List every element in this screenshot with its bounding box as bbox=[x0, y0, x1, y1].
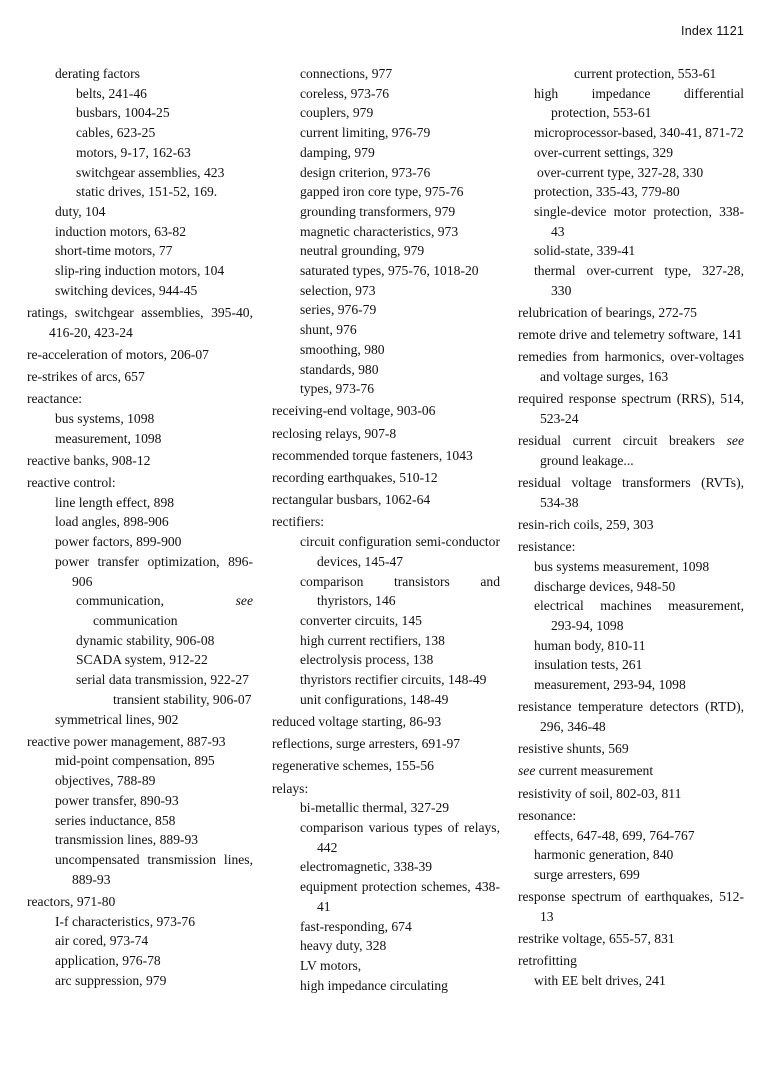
entry-text: thermal over-current type, 327-28, 330 bbox=[534, 263, 744, 298]
index-entry bbox=[27, 367, 253, 387]
entry-text: current protection, 553-61 bbox=[574, 66, 717, 81]
entry-text: effects, 647-48, 699, 764-767 bbox=[534, 827, 695, 843]
index-subentry bbox=[272, 798, 500, 818]
entry-text: SCADA system, 912-22 bbox=[76, 652, 208, 668]
index-subentry bbox=[272, 917, 500, 937]
index-subentry bbox=[272, 123, 500, 143]
entry-text: surge arresters, 699 bbox=[534, 866, 640, 882]
entry-text: derating factors bbox=[55, 66, 140, 81]
entry-text: over-current settings, 329 bbox=[534, 144, 674, 160]
index-subentry bbox=[27, 123, 253, 143]
entry-text: uncompensated transmission lines, 889-93 bbox=[55, 851, 253, 887]
entry-text: with EE belt drives, 241 bbox=[534, 972, 666, 988]
entry-text: relays: bbox=[272, 780, 309, 796]
header-section: Index bbox=[681, 24, 713, 38]
index-subentry bbox=[272, 976, 500, 996]
entry-text: magnetic characteristics, 973 bbox=[300, 223, 459, 239]
index-subentry bbox=[518, 241, 744, 261]
entry-text: duty, 104 bbox=[55, 203, 106, 219]
index-entry bbox=[27, 473, 253, 493]
entry-text: response spectrum of earthquakes, 512-13 bbox=[518, 889, 744, 924]
entry-text: connections, 977 bbox=[300, 66, 393, 81]
index-subentry bbox=[27, 493, 253, 513]
index-subentry bbox=[518, 845, 744, 865]
index-subentry bbox=[272, 572, 500, 611]
index-entry bbox=[518, 887, 744, 926]
index-entry bbox=[518, 739, 744, 759]
entry-text: measurement, 1098 bbox=[55, 430, 162, 446]
entry-text: arc suppression, 979 bbox=[55, 972, 167, 988]
entry-text: equipment protection schemes, 438-41 bbox=[300, 879, 500, 914]
entry-text: LV motors, bbox=[300, 957, 362, 973]
index-subentry bbox=[27, 931, 253, 951]
index-subentry bbox=[518, 596, 744, 635]
entry-text: reactors, 971-80 bbox=[27, 893, 116, 909]
index-entry bbox=[518, 697, 744, 736]
index-subentry bbox=[518, 123, 744, 143]
entry-text: retrofitting bbox=[518, 953, 577, 969]
entry-text: damping, 979 bbox=[300, 144, 375, 160]
index-subentry bbox=[272, 241, 500, 261]
index-subentry bbox=[27, 751, 253, 771]
entry-text: remote drive and telemetry software, 141 bbox=[518, 327, 743, 343]
entry-text: transient stability, 906-07 bbox=[113, 691, 252, 707]
index-entry bbox=[518, 303, 744, 323]
entry-text: switching devices, 944-45 bbox=[55, 282, 198, 298]
index-subentry bbox=[518, 577, 744, 597]
index-subentry bbox=[272, 690, 500, 710]
index-entry bbox=[27, 451, 253, 471]
index-subentry bbox=[27, 912, 253, 932]
entry-text: required response spectrum (RRS), 514, 523-24 bbox=[518, 391, 744, 426]
index-subentry bbox=[272, 64, 500, 84]
entry-text: application, 976-78 bbox=[55, 952, 161, 968]
index-entry bbox=[272, 446, 500, 466]
index-subentry bbox=[27, 202, 253, 222]
entry-text: bi-metallic thermal, 327-29 bbox=[300, 800, 450, 816]
entry-text: series, 976-79 bbox=[300, 302, 377, 318]
index-subentry bbox=[27, 811, 253, 831]
index-subentry bbox=[27, 771, 253, 791]
entry-text: human body, 810-11 bbox=[534, 637, 646, 653]
entry-text: microprocessor-based, 340-41, 871-72 bbox=[534, 125, 744, 141]
index-subentry bbox=[272, 936, 500, 956]
index-subentry bbox=[27, 241, 253, 261]
index-subentry bbox=[27, 409, 253, 429]
entry-text: resistivity of soil, 802-03, 811 bbox=[518, 785, 682, 801]
entry-text: remedies from harmonics, over-voltages and voltage surges, 163 bbox=[518, 349, 744, 385]
entry-text: bus systems, 1098 bbox=[55, 410, 155, 426]
index-subentry bbox=[272, 261, 500, 281]
index-subentry bbox=[27, 971, 253, 991]
index-entry bbox=[272, 734, 500, 754]
entry-text: converter circuits, 145 bbox=[300, 612, 422, 628]
index-entry bbox=[518, 537, 744, 557]
entry-text: high current rectifiers, 138 bbox=[300, 632, 445, 648]
index-subentry bbox=[518, 182, 744, 202]
entry-text: ratings, switchgear assemblies, 395-40, 416-20, 423-24 bbox=[27, 304, 253, 340]
index-subentry bbox=[272, 143, 500, 163]
index-subentry bbox=[518, 202, 744, 241]
entry-text: static drives, 151-52, 169. bbox=[76, 184, 218, 200]
entry-text: symmetrical lines, 902 bbox=[55, 711, 179, 727]
index-subentry bbox=[272, 84, 500, 104]
page-header bbox=[681, 24, 744, 38]
index-subentry bbox=[272, 300, 500, 320]
index-entry bbox=[518, 784, 744, 804]
entry-text: induction motors, 63-82 bbox=[55, 223, 187, 239]
index-subentry bbox=[27, 64, 253, 84]
entry-text: shunt, 976 bbox=[300, 322, 357, 338]
entry-text: re-acceleration of motors, 206-07 bbox=[27, 346, 209, 362]
index-subentry bbox=[27, 143, 253, 163]
index-subentry bbox=[518, 636, 744, 656]
entry-reference-target: ground leakage... bbox=[540, 452, 634, 468]
index-subentry bbox=[27, 103, 253, 123]
index-subentry bbox=[518, 64, 744, 84]
index-subentry bbox=[27, 650, 253, 670]
entry-text: motors, 9-17, 162-63 bbox=[76, 144, 191, 160]
index-entry bbox=[518, 325, 744, 345]
entry-text: resonance: bbox=[518, 807, 577, 823]
entry-text: saturated types, 975-76, 1018-20 bbox=[300, 263, 479, 279]
entry-text: grounding transformers, 979 bbox=[300, 203, 456, 219]
index-subentry bbox=[27, 850, 253, 889]
entry-text: reactive banks, 908-12 bbox=[27, 452, 151, 468]
entry-text: serial data transmission, 922-27 bbox=[76, 672, 249, 688]
entry-text: electrolysis process, 138 bbox=[300, 652, 434, 668]
index-entry bbox=[27, 345, 253, 365]
entry-text: design criterion, 973-76 bbox=[300, 164, 431, 180]
entry-text: re-strikes of arcs, 657 bbox=[27, 369, 145, 385]
index-entry bbox=[518, 806, 744, 826]
index-subentry bbox=[27, 512, 253, 532]
index-subentry bbox=[518, 971, 744, 991]
entry-text: communication, bbox=[76, 593, 164, 609]
index-subentry bbox=[518, 865, 744, 885]
entry-text: dynamic stability, 906-08 bbox=[76, 632, 215, 648]
entry-text: coreless, 973-76 bbox=[300, 85, 390, 101]
entry-text: protection, 335-43, 779-80 bbox=[534, 184, 680, 200]
index-subentry bbox=[518, 826, 744, 846]
entry-text: resin-rich coils, 259, 303 bbox=[518, 516, 654, 532]
index-entry bbox=[272, 712, 500, 732]
index-subentry bbox=[272, 281, 500, 301]
entry-text: comparison transistors and thyristors, 146 bbox=[300, 573, 500, 609]
index-subentry bbox=[518, 655, 744, 675]
entry-text: slip-ring induction motors, 104 bbox=[55, 263, 225, 279]
entry-text: types, 973-76 bbox=[300, 381, 375, 397]
index-subentry bbox=[272, 222, 500, 242]
entry-text: heavy duty, 328 bbox=[300, 938, 387, 954]
index-subentry bbox=[272, 670, 500, 690]
index-subentry bbox=[27, 163, 253, 183]
entry-text: circuit configuration semi-conductor devices, 145-47 bbox=[300, 534, 500, 569]
entry-text: reactive control: bbox=[27, 475, 116, 491]
index-subentry bbox=[27, 670, 253, 690]
index-entry bbox=[518, 515, 744, 535]
index-subentry bbox=[518, 557, 744, 577]
index-entry bbox=[27, 303, 253, 342]
index-entry bbox=[272, 424, 500, 444]
index-entry bbox=[518, 951, 744, 971]
index-subentry bbox=[518, 675, 744, 695]
index-subentry bbox=[518, 143, 744, 163]
index-subentry bbox=[272, 818, 500, 857]
index-entry bbox=[518, 347, 744, 386]
index-subentry bbox=[27, 182, 253, 202]
index-entry bbox=[272, 756, 500, 776]
index-subentry bbox=[272, 340, 500, 360]
entry-text: high impedance circulating bbox=[300, 977, 448, 993]
entry-text: reflections, surge arresters, 691-97 bbox=[272, 736, 461, 752]
entry-text: neutral grounding, 979 bbox=[300, 243, 425, 259]
entry-text: busbars, 1004-25 bbox=[76, 105, 170, 121]
index-subentry bbox=[272, 877, 500, 916]
index-column-3 bbox=[518, 64, 744, 991]
entry-text: resistance: bbox=[518, 539, 576, 555]
entry-text: single-device motor protection, 338-43 bbox=[534, 203, 744, 239]
index-subentry bbox=[272, 202, 500, 222]
entry-text: bus systems measurement, 1098 bbox=[534, 558, 710, 574]
see-reference: see bbox=[726, 433, 744, 449]
index-subentry bbox=[272, 631, 500, 651]
index-entry bbox=[27, 732, 253, 752]
index-subentry bbox=[272, 532, 500, 571]
index-entry bbox=[27, 389, 253, 409]
index-entry bbox=[518, 761, 744, 781]
index-subentry bbox=[272, 379, 500, 399]
index-entry bbox=[272, 779, 500, 799]
entry-text: measurement, 293-94, 1098 bbox=[534, 677, 686, 693]
entry-text: load angles, 898-906 bbox=[55, 514, 169, 530]
see-reference: see bbox=[235, 593, 253, 609]
index-entry bbox=[518, 389, 744, 428]
entry-text: couplers, 979 bbox=[300, 105, 374, 121]
entry-text: line length effect, 898 bbox=[55, 494, 175, 510]
entry-text: comparison various types of relays, 442 bbox=[300, 820, 500, 855]
index-subentry bbox=[27, 830, 253, 850]
entry-text: gapped iron core type, 975-76 bbox=[300, 184, 464, 200]
entry-text: current measurement bbox=[538, 763, 654, 779]
entry-text: reactive power management, 887-93 bbox=[27, 733, 226, 749]
entry-text: electrical machines measurement, 293-94, 1098 bbox=[534, 598, 744, 633]
index-subentry bbox=[27, 591, 253, 630]
entry-text: air cored, 973-74 bbox=[55, 933, 149, 949]
entry-text: reclosing relays, 907-8 bbox=[272, 425, 397, 441]
index-subentry bbox=[272, 360, 500, 380]
entry-text: fast-responding, 674 bbox=[300, 918, 412, 934]
entry-text: recommended torque fasteners, 1043 bbox=[272, 447, 473, 463]
entry-text: smoothing, 980 bbox=[300, 341, 385, 357]
index-column-1 bbox=[27, 64, 253, 990]
index-subentry bbox=[518, 84, 744, 123]
entry-text: unit configurations, 148-49 bbox=[300, 691, 449, 707]
entry-text: cables, 623-25 bbox=[76, 125, 156, 141]
entry-text: selection, 973 bbox=[300, 282, 376, 298]
entry-text: standards, 980 bbox=[300, 361, 379, 377]
see-reference: see bbox=[518, 763, 536, 779]
entry-text: resistive shunts, 569 bbox=[518, 741, 629, 757]
entry-text: electromagnetic, 338-39 bbox=[300, 859, 433, 875]
entry-text: rectangular busbars, 1062-64 bbox=[272, 492, 431, 508]
entry-text: switchgear assemblies, 423 bbox=[76, 164, 225, 180]
entry-text: discharge devices, 948-50 bbox=[534, 578, 676, 594]
entry-text: harmonic generation, 840 bbox=[534, 847, 674, 863]
index-subentry bbox=[27, 222, 253, 242]
index-subentry bbox=[27, 951, 253, 971]
index-subentry bbox=[272, 103, 500, 123]
entry-text: reduced voltage starting, 86-93 bbox=[272, 714, 442, 729]
index-subentry bbox=[27, 281, 253, 301]
index-subentry bbox=[27, 690, 253, 710]
entry-text: solid-state, 339-41 bbox=[534, 243, 636, 259]
index-subentry bbox=[272, 956, 500, 976]
index-entry bbox=[518, 929, 744, 949]
index-subentry bbox=[272, 611, 500, 631]
entry-text: relubrication of bearings, 272-75 bbox=[518, 304, 697, 320]
header-page-number: 1121 bbox=[716, 24, 744, 38]
entry-text: I-f characteristics, 973-76 bbox=[55, 913, 196, 929]
index-subentry bbox=[272, 320, 500, 340]
index-entry bbox=[272, 468, 500, 488]
index-subentry bbox=[27, 552, 253, 591]
index-subentry bbox=[27, 631, 253, 651]
entry-text: high impedance differential protection, 553-61 bbox=[534, 85, 744, 121]
entry-text: residual voltage transformers (RVTs), 534-38 bbox=[518, 475, 744, 510]
index-subentry bbox=[272, 650, 500, 670]
entry-text: objectives, 788-89 bbox=[55, 773, 156, 789]
index-entry bbox=[27, 892, 253, 912]
entry-text: belts, 241-46 bbox=[76, 85, 147, 101]
entry-text: power transfer, 890-93 bbox=[55, 792, 179, 808]
entry-text: receiving-end voltage, 903-06 bbox=[272, 403, 436, 419]
entry-text: power transfer optimization, 896-906 bbox=[55, 553, 253, 589]
entry-text: mid-point compensation, 895 bbox=[55, 753, 215, 769]
entry-text: residual current circuit breakers bbox=[518, 433, 716, 449]
index-subentry bbox=[27, 710, 253, 730]
index-subentry bbox=[272, 857, 500, 877]
index-subentry bbox=[518, 163, 744, 183]
index-subentry bbox=[27, 429, 253, 449]
entry-text: current limiting, 976-79 bbox=[300, 125, 431, 141]
entry-text: reactance: bbox=[27, 391, 83, 407]
index-subentry bbox=[272, 182, 500, 202]
index-entry bbox=[518, 473, 744, 512]
entry-reference-target: communication bbox=[93, 612, 178, 628]
index-subentry bbox=[518, 261, 744, 300]
index-subentry bbox=[27, 261, 253, 281]
entry-text: regenerative schemes, 155-56 bbox=[272, 758, 434, 774]
entry-text: insulation tests, 261 bbox=[534, 657, 643, 673]
index-subentry bbox=[272, 163, 500, 183]
entry-text: over-current type, 327-28, 330 bbox=[537, 164, 704, 180]
entry-text: transmission lines, 889-93 bbox=[55, 832, 199, 848]
entry-text: recording earthquakes, 510-12 bbox=[272, 470, 438, 486]
index-entry bbox=[272, 512, 500, 532]
index-entry bbox=[272, 490, 500, 510]
entry-text: restrike voltage, 655-57, 831 bbox=[518, 931, 675, 947]
index-subentry bbox=[27, 791, 253, 811]
index-entry bbox=[518, 431, 744, 470]
index-entry bbox=[272, 401, 500, 421]
entry-text: rectifiers: bbox=[272, 514, 325, 530]
entry-text: resistance temperature detectors (RTD), 296, 346-48 bbox=[518, 699, 744, 734]
index-subentry bbox=[27, 532, 253, 552]
entry-text: power factors, 899-900 bbox=[55, 534, 182, 550]
entry-text: thyristors rectifier circuits, 148-49 bbox=[300, 672, 487, 688]
entry-text: series inductance, 858 bbox=[55, 812, 176, 828]
index-subentry bbox=[27, 84, 253, 104]
index-column-2 bbox=[272, 64, 500, 995]
entry-text: short-time motors, 77 bbox=[55, 243, 173, 259]
